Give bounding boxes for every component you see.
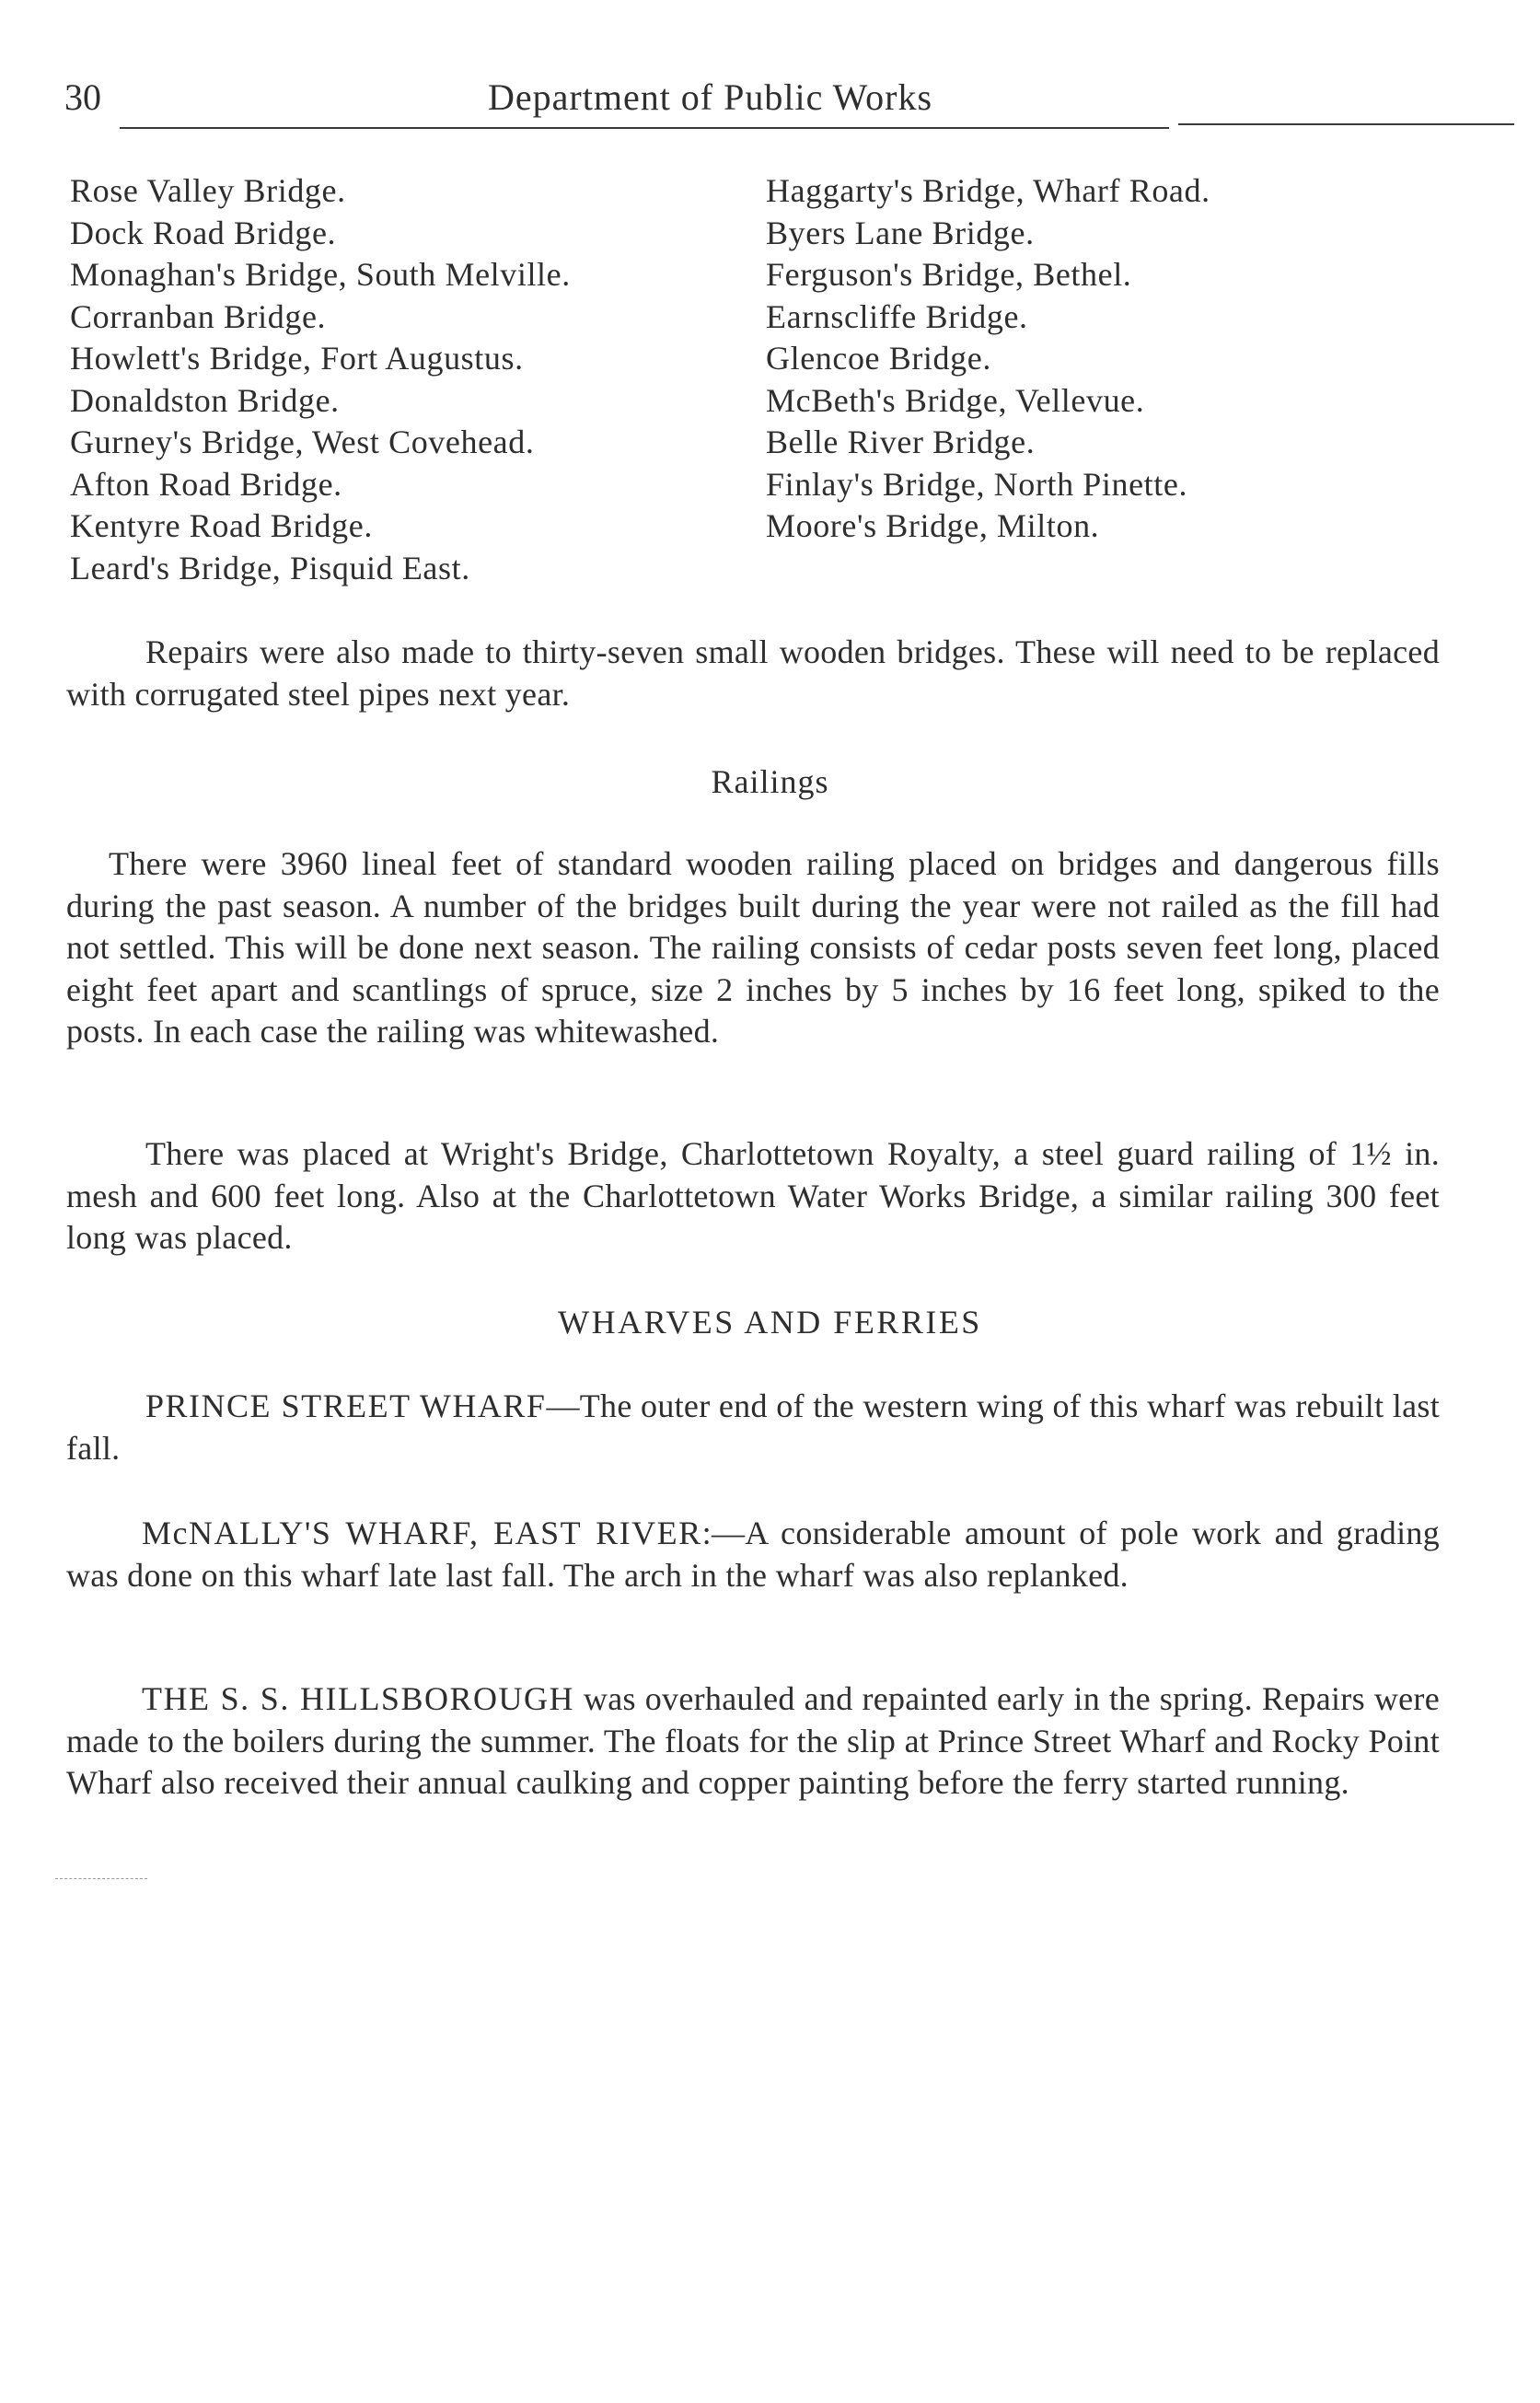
list-item: Afton Road Bridge. — [70, 465, 342, 503]
bridge-list-left — [70, 170, 571, 589]
list-item: Rose Valley Bridge. — [70, 172, 346, 209]
list-item: Donaldston Bridge. — [70, 381, 340, 419]
list-item: McBeth's Bridge, Vellevue. — [766, 381, 1145, 419]
paragraph-lead: McNALLY'S WHARF, EAST RIVER — [142, 1515, 702, 1551]
running-title: Department of Public Works — [488, 76, 933, 118]
paragraph-text: was overhauled and repainted early in the spring. Repairs were made to the boilers during the summer. The floats for the slip at Prince Street Wharf and Rocky Point Wharf also received their annual caulking and copper painting before the ferry started running. — [66, 1680, 1440, 1801]
list-item: Monaghan's Bridge, South Melville. — [70, 256, 571, 293]
paragraph-lead: PRINCE STREET WHARF — [145, 1387, 547, 1424]
list-item: Corranban Bridge. — [70, 297, 327, 335]
list-item: Moore's Bridge, Milton. — [766, 507, 1100, 544]
list-item: Ferguson's Bridge, Bethel. — [766, 256, 1132, 293]
section-heading-railings: Railings — [711, 763, 829, 800]
paragraph-text: :—A considerable amount of pole work and grading was done on this wharf late last fall. The arch in the wharf was also replanked. — [66, 1515, 1440, 1594]
list-item: Haggarty's Bridge, Wharf Road. — [766, 172, 1210, 209]
list-item: Finlay's Bridge, North Pinette. — [766, 465, 1188, 503]
mcnally-wharf-paragraph — [66, 1513, 1440, 1596]
bridge-list-right — [766, 170, 1210, 548]
footer-rule — [55, 1878, 147, 1879]
list-item: Howlett's Bridge, Fort Augustus. — [70, 340, 524, 377]
paragraph-lead: THE S. S. HILLSBOROUGH — [142, 1680, 574, 1717]
list-item: Gurney's Bridge, West Covehead. — [70, 424, 535, 460]
list-item: Earnscliffe Bridge. — [766, 297, 1028, 335]
list-item: Kentyre Road Bridge. — [70, 507, 373, 544]
paragraph-text: —The outer end of the western wing of this wharf was rebuilt last fall. — [66, 1387, 1440, 1467]
list-item: Glencoe Bridge. — [766, 340, 991, 377]
prince-street-wharf-paragraph — [66, 1386, 1440, 1469]
hillsborough-paragraph — [66, 1678, 1440, 1805]
header-rule — [120, 127, 1169, 129]
header-rule-right — [1178, 123, 1514, 125]
railings-paragraph-1: There were 3960 lineal feet of standard wooden railing placed on bridges and dangerous fills during the past season. A number of the bridges built during the year were not railed as the fill had not settled. This will be done next season. The railing consists of cedar posts seven feet long, placed eight feet apart and scantlings of spruce, size 2 inches by 5 inches by 16 feet long, spiked to the posts. In each case the railing was whitewashed. — [66, 845, 1440, 1050]
page-header — [64, 75, 1450, 131]
repairs-paragraph: Repairs were also made to thirty-seven small wooden bridges. These will need to be replaced with corrugated steel pipes next year. — [66, 633, 1440, 713]
page-number: 30 — [64, 76, 101, 118]
list-item: Belle River Bridge. — [766, 424, 1036, 460]
railings-paragraph-2: There was placed at Wright's Bridge, Charlottetown Royalty, a steel guard railing of 1½ in. mesh and 600 feet long. Also at the Charlottetown Water Works Bridge, a similar railing 300 feet long was placed. — [66, 1135, 1440, 1256]
section-heading-wharves: WHARVES AND FERRIES — [558, 1304, 982, 1341]
list-item: Leard's Bridge, Pisquid East. — [70, 549, 470, 586]
list-item: Byers Lane Bridge. — [766, 214, 1035, 251]
list-item: Dock Road Bridge. — [70, 214, 337, 251]
